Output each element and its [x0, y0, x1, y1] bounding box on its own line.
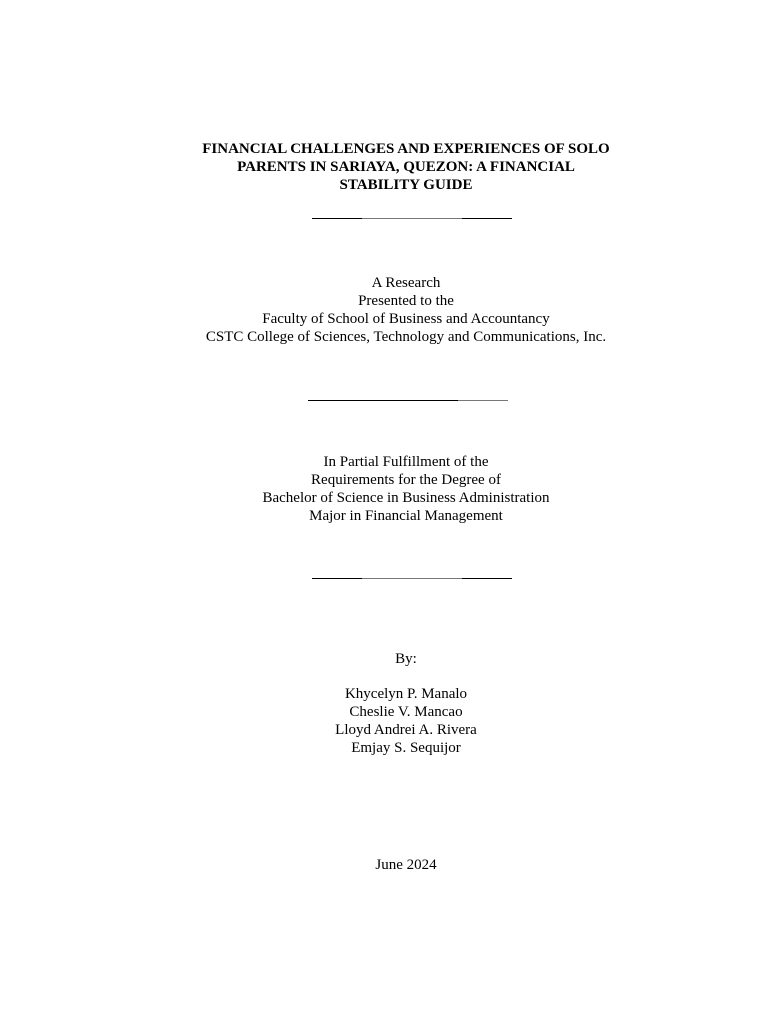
title-line: FINANCIAL CHALLENGES AND EXPERIENCES OF SOLO — [202, 141, 610, 157]
fulfillment-line: In Partial Fulfillment of the — [323, 454, 489, 470]
research-line: Faculty of School of Business and Accountancy — [262, 311, 550, 327]
research-line: Presented to the — [358, 293, 454, 309]
research-line: A Research — [371, 275, 441, 291]
by-label: By: — [395, 651, 417, 667]
fulfillment-line: Requirements for the Degree of — [311, 472, 501, 488]
fulfillment-line: Bachelor of Science in Business Administration — [262, 490, 550, 506]
submission-date: June 2024 — [375, 857, 437, 873]
title-line: PARENTS IN SARIAYA, QUEZON: A FINANCIAL — [237, 159, 575, 175]
author-name: Lloyd Andrei A. Rivera — [335, 722, 477, 738]
fulfillment-line: Major in Financial Management — [309, 508, 503, 524]
thesis-title — [0, 140, 768, 194]
research-statement — [0, 274, 768, 346]
fulfillment-statement — [0, 453, 768, 525]
author-name: Emjay S. Sequijor — [351, 740, 461, 756]
author-name: Khycelyn P. Manalo — [344, 686, 468, 702]
author-list — [0, 685, 768, 757]
author-name: Cheslie V. Mancao — [349, 704, 463, 720]
title-line: STABILITY GUIDE — [339, 177, 473, 193]
research-line: CSTC College of Sciences, Technology and Communications, Inc. — [205, 329, 607, 345]
